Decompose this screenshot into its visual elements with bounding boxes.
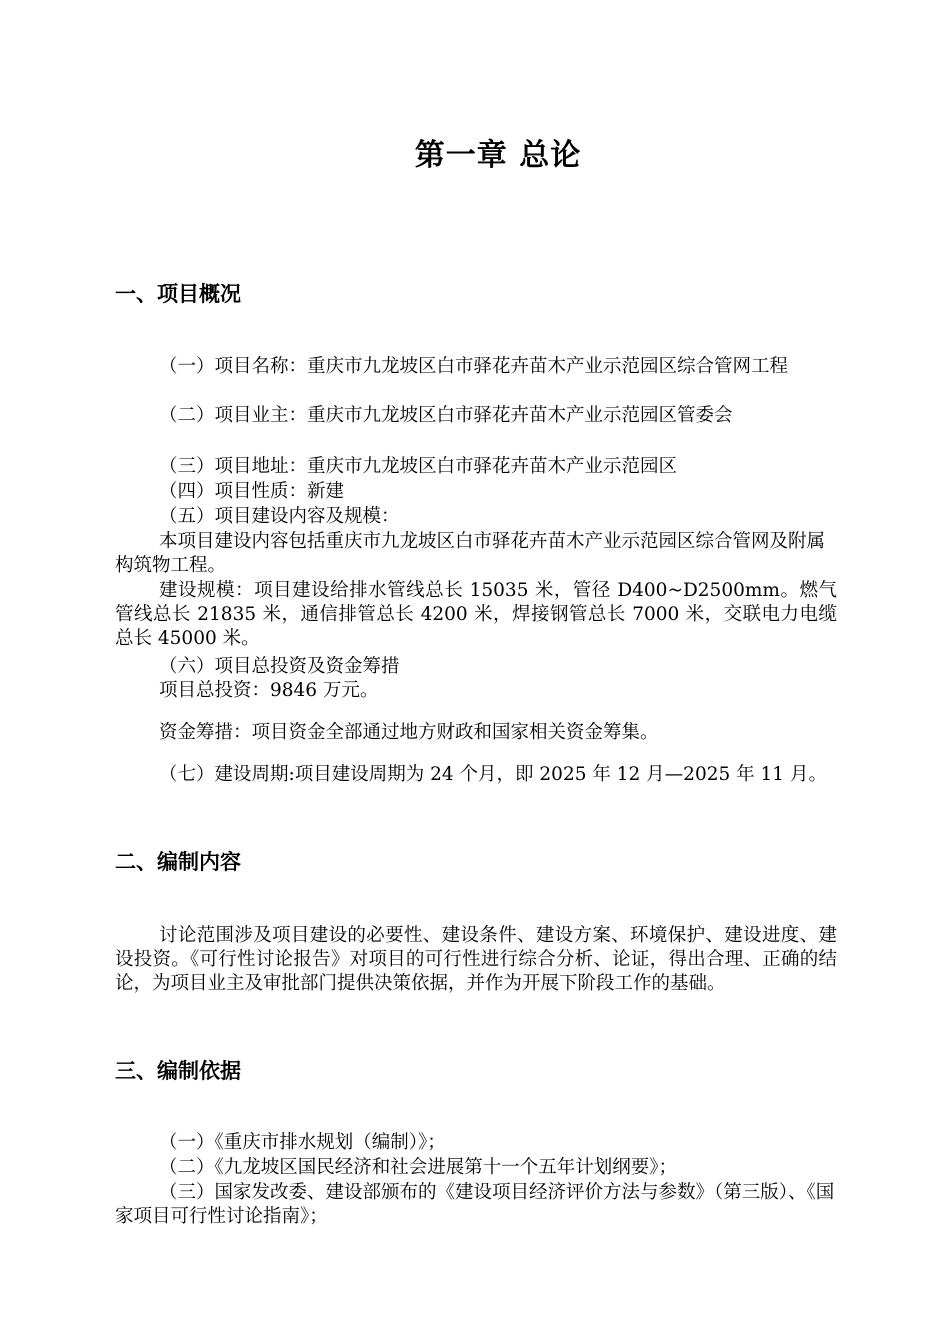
paragraph-construction-period: （七）建设周期:项目建设周期为 24 个月，即 2025 年 12 月—2025 年 11 月。 (159, 764, 827, 785)
paragraph-construction-scale: 建设规模：项目建设给排水管线总长 15035 米，管径 D400~D2500mm。燃气管线总长 21835 米，通信排管总长 4200 米，焊接钢管总长 7000 米，交联电力电缆总长 45000 米。 (115, 580, 837, 649)
paragraph-project-address: （三）项目地址：重庆市九龙坡区白市驿花卉苗木产业示范园区 (159, 456, 678, 477)
paragraph-project-nature: （四）项目性质：新建 (159, 481, 345, 502)
paragraph-study-scope: 讨论范围涉及项目建设的必要性、建设条件、建设方案、环境保护、建设进度、建设投资。《可行性讨论报告》对项目的可行性进行综合分析、论证，得出合理、正确的结论，为项目业主及审批部门提供决策依据，并作为开展下阶段工作的基础。 (115, 925, 837, 994)
section-heading-basis: 三、编制依据 (115, 1059, 241, 1083)
paragraph-basis-evaluation-methods: （三）国家发改委、建设部颁布的《建设项目经济评价方法与参数》（第三版）、《国家项目可行性讨论指南》； (115, 1182, 835, 1227)
paragraph-project-owner: （二）项目业主：重庆市九龙坡区白市驿花卉苗木产业示范园区管委会 (159, 405, 733, 426)
paragraph-project-name: （一）项目名称：重庆市九龙坡区白市驿花卉苗木产业示范园区综合管网工程 (159, 356, 789, 377)
paragraph-construction-scope-heading: （五）项目建设内容及规模： (159, 506, 400, 527)
section-heading-overview: 一、项目概况 (115, 282, 241, 306)
paragraph-total-investment: 项目总投资：9846 万元。 (159, 680, 379, 701)
paragraph-investment-heading: （六）项目总投资及资金筹措 (159, 656, 400, 677)
paragraph-construction-content: 本项目建设内容包括重庆市九龙坡区白市驿花卉苗木产业示范园区综合管网及附属构筑物工程。 (115, 531, 826, 576)
paragraph-basis-drainage-plan: （一）《重庆市排水规划（编制）》； (159, 1132, 446, 1153)
chapter-title: 第一章 总论 (414, 138, 582, 173)
paragraph-basis-five-year-plan: （二）《九龙坡区国民经济和社会进展第十一个五年计划纲要》； (159, 1157, 678, 1178)
paragraph-funding: 资金筹措：项目资金全部通过地方财政和国家相关资金筹集。 (159, 722, 659, 743)
section-heading-content: 二、编制内容 (115, 850, 241, 874)
